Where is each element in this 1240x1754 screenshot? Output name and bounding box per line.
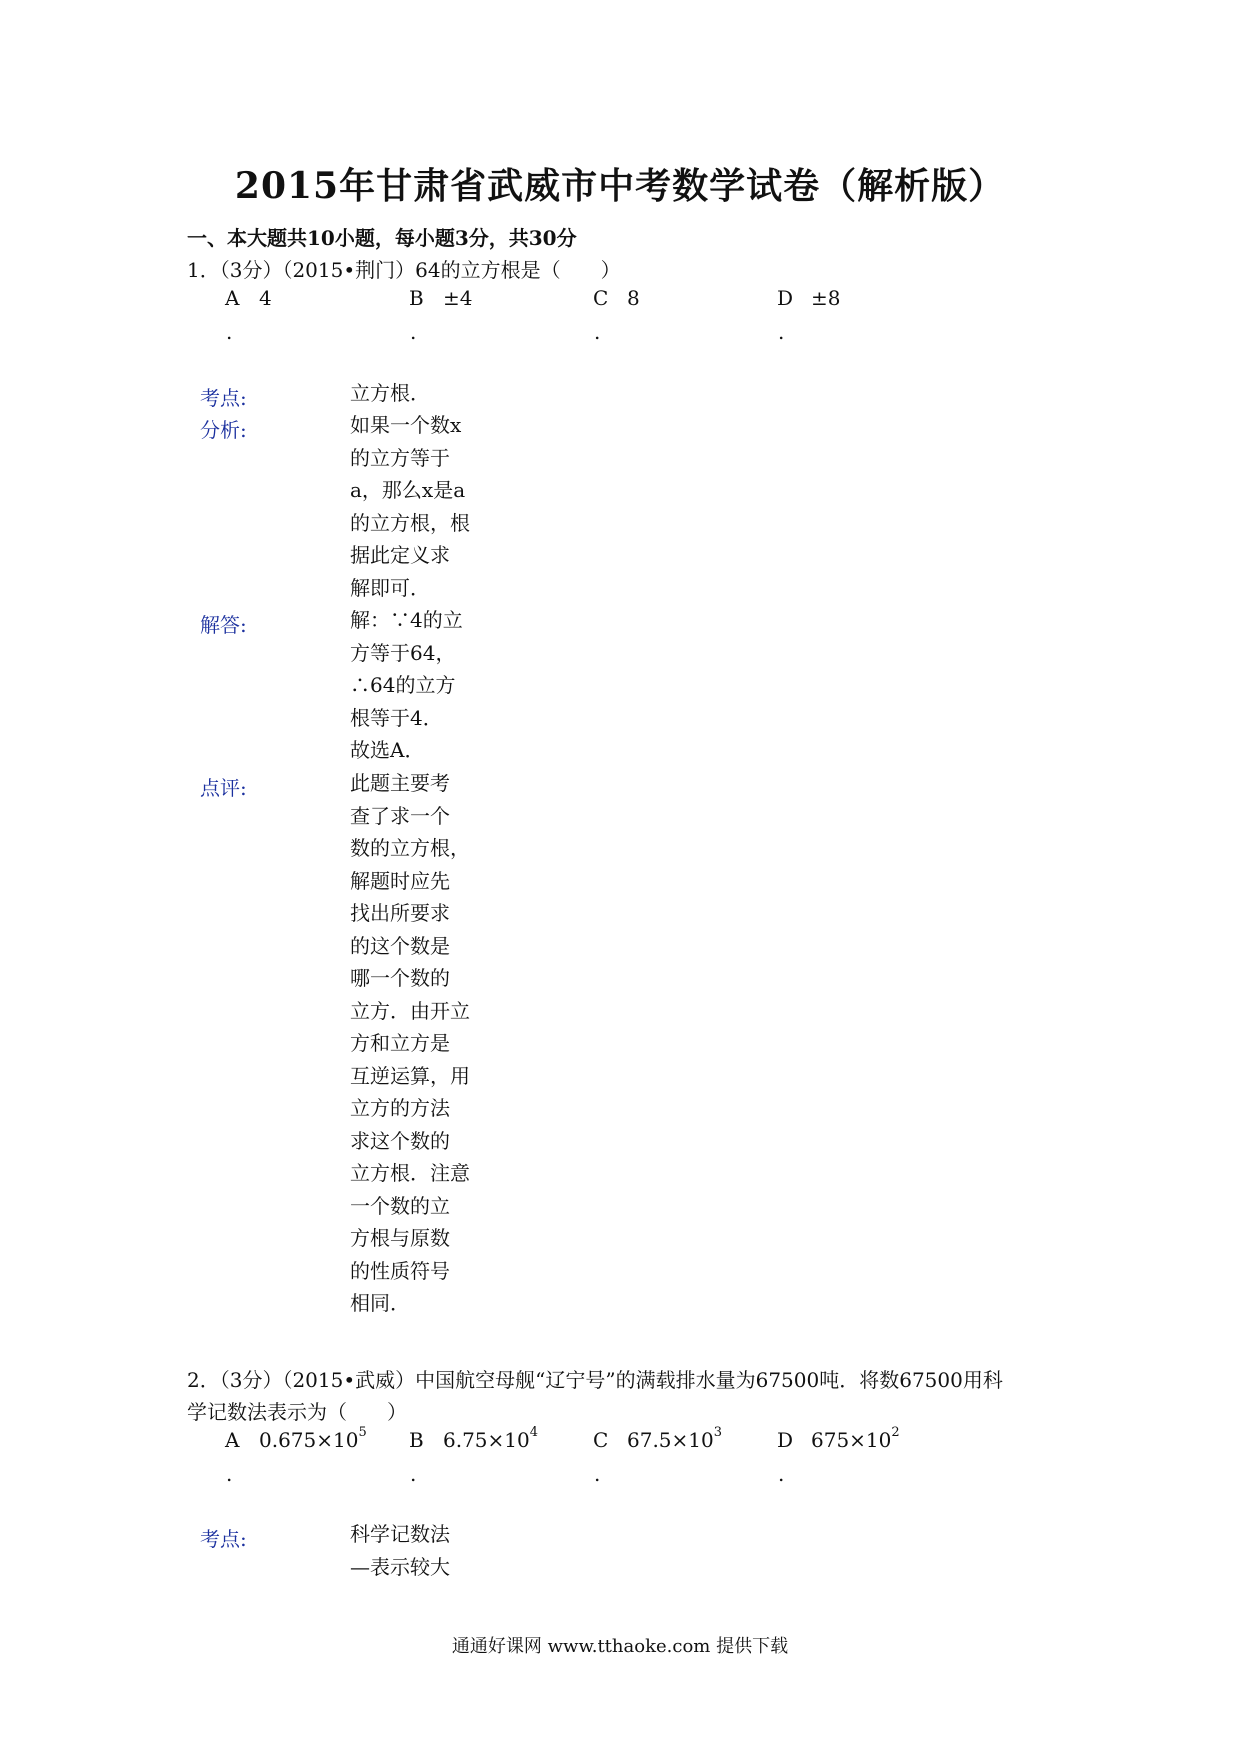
- text-line: 找出所要求: [350, 901, 450, 925]
- option-exponent: 4: [529, 1425, 539, 1440]
- text-line: 一个数的立: [350, 1193, 450, 1218]
- text-line: 立方根．: [350, 381, 430, 405]
- option-text: 8: [627, 286, 640, 310]
- fenxi-label: 分析:: [200, 418, 247, 442]
- q2-option-c: [593, 1425, 723, 1452]
- dianping-body: [350, 767, 500, 1320]
- text-line: 如果一个数x: [350, 413, 462, 437]
- q2-option-a: [225, 1425, 367, 1452]
- option-exponent: 5: [358, 1425, 367, 1440]
- q1-option-d: [777, 286, 840, 310]
- option-dot: .: [778, 1462, 785, 1486]
- text-line: 故选A．: [350, 738, 425, 762]
- jieda-label: 解答:: [200, 613, 247, 637]
- text-line: 科学记数法: [350, 1522, 450, 1546]
- option-base: 675×10: [811, 1428, 892, 1452]
- option-letter: C: [593, 1428, 609, 1452]
- text-line: 方和立方是: [350, 1031, 450, 1055]
- kaodian-body: [350, 377, 500, 410]
- text-line: 查了求一个: [350, 803, 450, 828]
- option-text: 4: [259, 286, 272, 310]
- option-text: ±8: [811, 286, 841, 310]
- kaodian-label: 考点:: [200, 1527, 247, 1551]
- text-line: a，那么x是a: [350, 478, 466, 502]
- text-line: 求这个数的: [350, 1128, 450, 1153]
- jieda-body: [350, 604, 500, 767]
- text-line: 的这个数是: [350, 933, 450, 958]
- option-exponent: 2: [891, 1425, 900, 1440]
- question-2-stem-line-2: 学记数法表示为（ ）: [187, 1400, 407, 1424]
- option-dot: .: [594, 1462, 601, 1486]
- option-base: 0.675×10: [259, 1428, 359, 1452]
- text-line: 哪一个数的: [350, 966, 450, 990]
- q2-option-b: [409, 1425, 539, 1452]
- option-letter: A: [225, 1428, 240, 1452]
- text-line: ∴64的立方: [350, 673, 456, 697]
- text-line: 的性质符号: [350, 1258, 450, 1283]
- option-letter: D: [777, 1428, 794, 1452]
- text-line: 互逆运算，用: [350, 1063, 470, 1088]
- option-text: ±4: [443, 286, 473, 310]
- kaodian-body: [350, 1518, 500, 1583]
- q1-option-b: [409, 286, 472, 310]
- question-2-stem-line-1: 2．（3分）（2015•武威）中国航空母舰“辽宁号”的满载排水量为67500吨．将数67500用科: [187, 1368, 1003, 1392]
- page-title: 2015年甘肃省武威市中考数学试卷（解析版）: [234, 165, 1006, 207]
- option-letter: B: [409, 1428, 424, 1452]
- text-line: —表示较大: [350, 1554, 450, 1579]
- text-line: 方根与原数: [350, 1226, 450, 1250]
- text-line: 数的立方根，: [350, 836, 470, 860]
- text-line: 立方根．注意: [350, 1161, 470, 1185]
- page-footer: 通通好课网 www.tthaoke.com 提供下载: [451, 1636, 789, 1657]
- option-base: 67.5×10: [627, 1428, 714, 1452]
- fenxi-body: [350, 409, 500, 604]
- text-line: 立方的方法: [350, 1096, 450, 1120]
- dianping-label: 点评:: [200, 776, 247, 800]
- question-1-stem: 1．（3分）（2015•荆门）64的立方根是（ ）: [187, 258, 621, 282]
- section-heading: 一、本大题共10小题，每小题3分，共30分: [187, 226, 577, 250]
- option-dot: .: [226, 320, 233, 344]
- option-letter: B: [409, 286, 424, 310]
- text-line: 解：∵4的立: [350, 608, 463, 632]
- option-letter: C: [593, 286, 609, 310]
- text-line: 方等于64，: [350, 640, 456, 665]
- text-line: 此题主要考: [350, 771, 450, 795]
- option-letter: A: [225, 286, 240, 310]
- option-dot: .: [778, 320, 785, 344]
- option-letter: D: [777, 286, 794, 310]
- option-dot: .: [226, 1462, 233, 1486]
- option-dot: .: [410, 320, 417, 344]
- text-line: 解即可．: [350, 575, 430, 600]
- kaodian-label: 考点:: [200, 386, 247, 410]
- text-line: 立方．由开立: [350, 998, 470, 1023]
- text-line: 据此定义求: [350, 543, 450, 567]
- option-exponent: 3: [713, 1425, 723, 1440]
- text-line: 的立方根，根: [350, 510, 470, 535]
- text-line: 相同．: [350, 1291, 410, 1315]
- text-line: 的立方等于: [350, 445, 450, 470]
- option-base: 6.75×10: [443, 1428, 530, 1452]
- q1-option-c: [593, 286, 640, 310]
- q2-option-d: [777, 1425, 900, 1452]
- option-dot: .: [410, 1462, 417, 1486]
- q1-option-a: [225, 286, 272, 310]
- text-line: 根等于4．: [350, 705, 443, 730]
- text-line: 解题时应先: [350, 868, 450, 893]
- option-dot: .: [594, 320, 601, 344]
